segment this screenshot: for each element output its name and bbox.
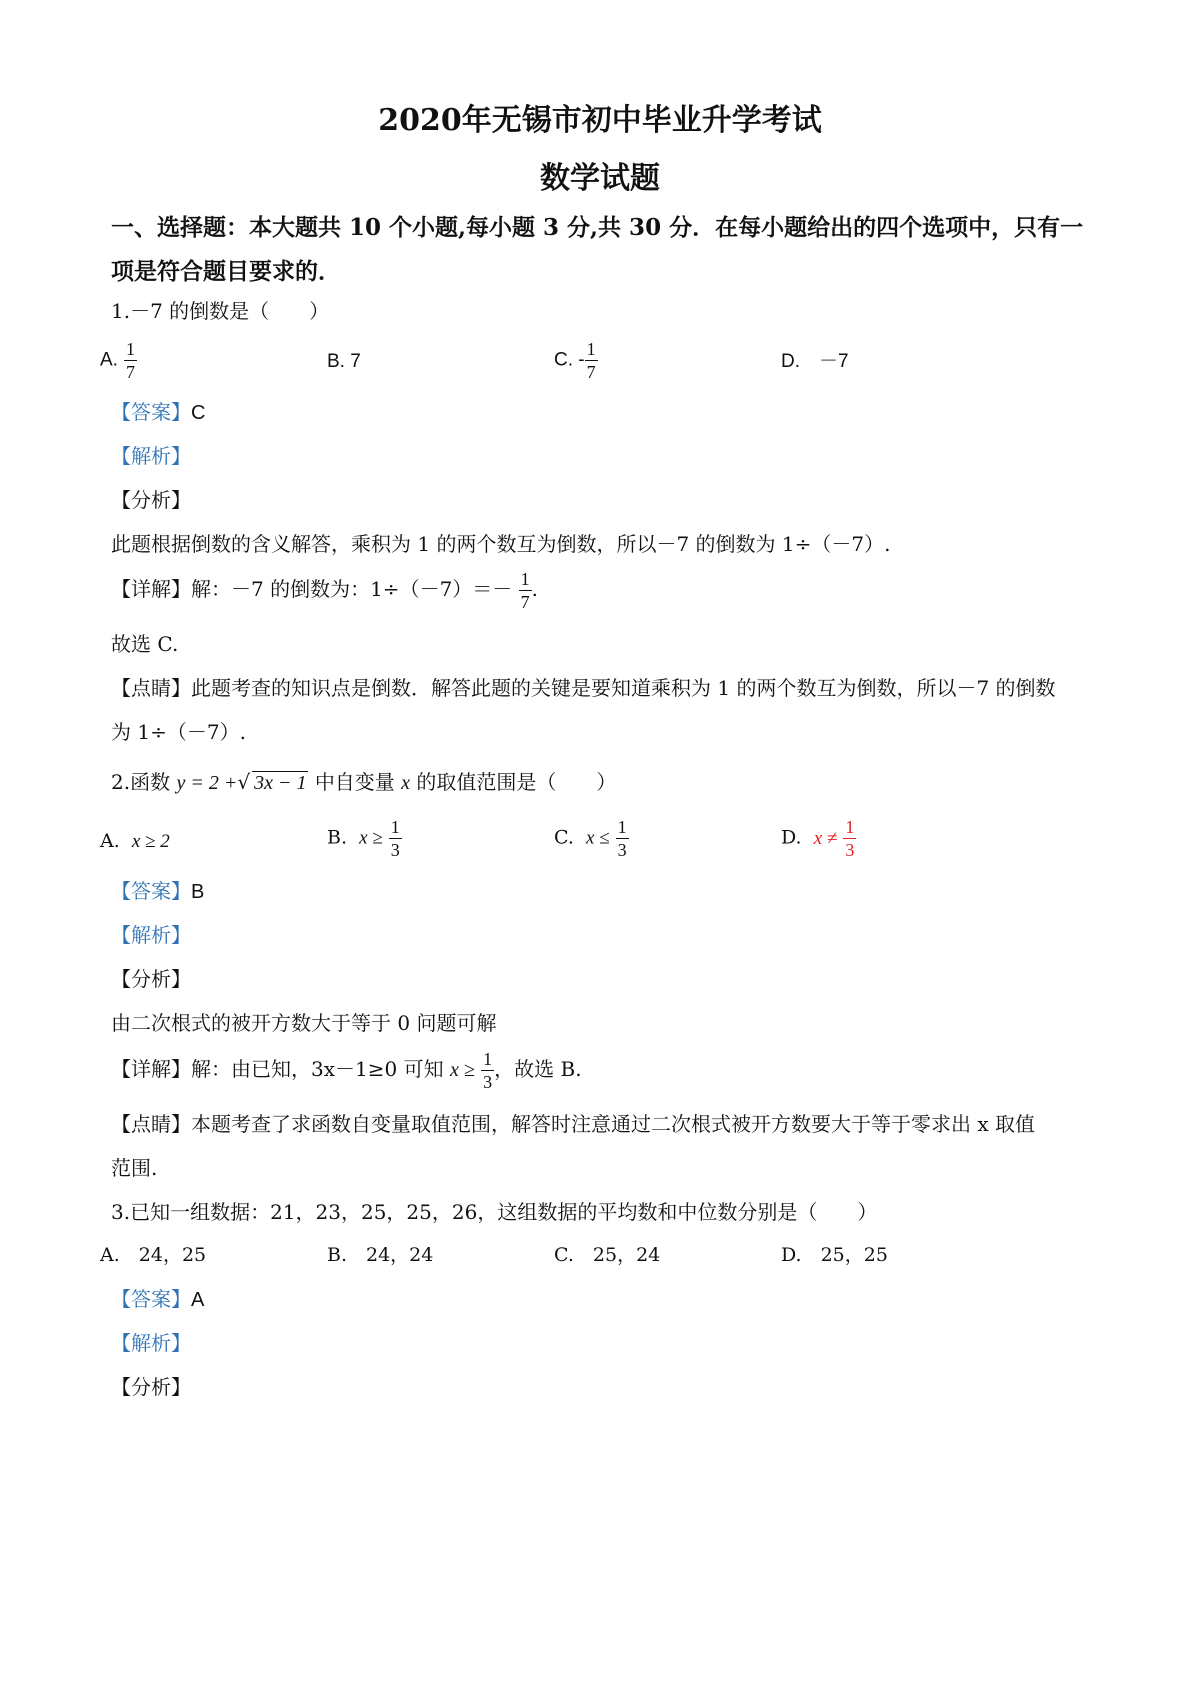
page-title: 2020年无锡市初中毕业升学考试	[378, 103, 822, 138]
q3-option-d: D. 25，25	[781, 1244, 888, 1266]
page-subtitle: 数学试题	[540, 161, 660, 196]
q1-stem: 1.－7 的倒数是（ ）	[111, 299, 330, 323]
answer-label: 【答案】	[111, 879, 191, 903]
q1-jiexi-label: 【解析】	[111, 444, 191, 468]
q1-fenxi-label: 【分析】	[111, 488, 191, 512]
q2-option-a: A. x ≥ 2	[100, 830, 170, 852]
q2-jiexi-label: 【解析】	[111, 923, 191, 947]
q3-option-b: B. 24，24	[327, 1244, 434, 1266]
q2-comment-line1: 【点睛】本题考查了求函数自变量取值范围，解答时注意通过二次根式被开方数要大于等于零求出 x 取值	[111, 1112, 1035, 1136]
q2-option-c-fraction: $\frac{1}{3}$	[617, 817, 627, 860]
q1-option-b: B. 7	[327, 351, 361, 372]
q1-analysis: 此题根据倒数的含义解答，乘积为 1 的两个数互为倒数，所以－7 的倒数为 1÷（－7）.	[111, 532, 891, 556]
q3-jiexi-label: 【解析】	[111, 1331, 191, 1355]
q3-answer: 【答案】A	[111, 1287, 205, 1311]
q3-option-c: C. 25，24	[554, 1244, 661, 1266]
section-heading-line1: 一、选择题：本大题共 10 个小题,每小题 3 分,共 30 分．在每小题给出的四个选项中，只有一	[111, 214, 1084, 241]
q2-detail-fraction: $\frac{1}{3}$	[483, 1049, 493, 1092]
q1-answer: 【答案】C	[111, 400, 206, 424]
q3-option-a: A. 24，25	[100, 1244, 207, 1266]
q2-option-b: B. x ≥ $\frac{1}{3}$	[327, 817, 400, 860]
q1-detail: 【详解】解：－7 的倒数为：1÷（－7）＝－ $\frac{1}{7}$ .	[111, 569, 539, 612]
q3-stem: 3.已知一组数据：21，23，25，25，26，这组数据的平均数和中位数分别是（ ）	[111, 1200, 878, 1224]
q2-analysis: 由二次根式的被开方数大于等于 0 问题可解	[111, 1011, 497, 1035]
q2-option-d-fraction: $\frac{1}{3}$	[845, 817, 855, 860]
q1-option-a-fraction: $\frac{1}{7}$	[126, 339, 135, 382]
q1-detail-fraction: $\frac{1}{7}$	[520, 569, 530, 612]
q1-option-c: C. - $\frac{1}{7}$	[554, 339, 596, 382]
q1-option-c-fraction: $\frac{1}{7}$	[586, 339, 596, 382]
sqrt-sign-icon: √	[237, 770, 251, 794]
q2-option-b-fraction: $\frac{1}{3}$	[390, 817, 400, 860]
q1-option-d: D. －7	[781, 351, 849, 372]
q2-stem: 2.函数 y = 2 +√ 3x − 1 中自变量 x 的取值范围是（ ）	[111, 770, 617, 794]
q1-option-a: A. $\frac{1}{7}$	[100, 339, 135, 382]
q2-fenxi-label: 【分析】	[111, 967, 191, 991]
section-heading-line2: 项是符合题目要求的．	[111, 258, 341, 285]
q2-option-c: C. x ≤ $\frac{1}{3}$	[554, 817, 627, 860]
q2-option-d: D. x ≠ $\frac{1}{3}$	[781, 817, 855, 860]
answer-label: 【答案】	[111, 1287, 191, 1311]
q1-comment-line2: 为 1÷（－7）.	[111, 720, 246, 744]
q3-fenxi-label: 【分析】	[111, 1375, 191, 1399]
q1-choose: 故选 C.	[111, 632, 179, 656]
q1-comment-line1: 【点睛】此题考查的知识点是倒数．解答此题的关键是要知道乘积为 1 的两个数互为倒数，所以－7 的倒数	[111, 676, 1056, 700]
q2-comment-line2: 范围.	[111, 1156, 158, 1180]
q2-detail: 【详解】解：由已知，3x－1≥0 可知 x ≥ $\frac{1}{3}$ ，故选 B.	[111, 1049, 582, 1092]
answer-label: 【答案】	[111, 400, 191, 424]
q2-answer: 【答案】B	[111, 879, 205, 903]
